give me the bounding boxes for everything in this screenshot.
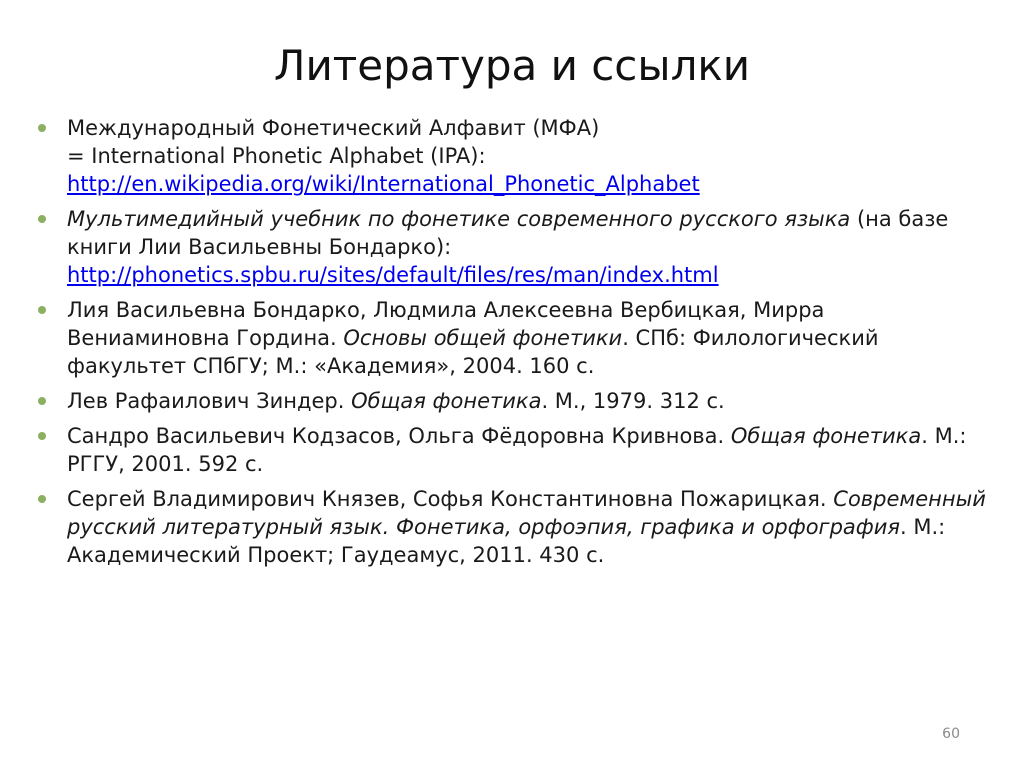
ref-text: Международный Фонетический Алфавит (МФА) [67, 116, 600, 140]
ref-title: Мультимедийный учебник по фонетике современного русского языка [67, 207, 851, 231]
bullet-icon [38, 306, 46, 314]
ref-note: (на базе книги Лии Васильевны Бондарко): [67, 207, 949, 259]
list-item [38, 485, 988, 569]
ref-imprint: . М., 1979. 312 с. [541, 389, 725, 413]
phonetics-spbu-link[interactable]: http://phonetics.spbu.ru/sites/default/files/res/man/index.html [67, 263, 719, 287]
bullet-icon [38, 495, 46, 503]
bullet-icon [38, 215, 46, 223]
list-item [38, 114, 988, 198]
page-number: 60 [942, 726, 960, 742]
ref-imprint: . М.: РГГУ, 2001. 592 с. [67, 424, 967, 476]
ref-title: Общая фонетика [730, 424, 922, 448]
ref-authors: Лия Васильевна Бондарко, Людмила Алексеевна Вербицкая, Мирра Вениаминовна Гордина. [67, 298, 825, 350]
ref-authors: Сергей Владимирович Князев, Софья Константиновна Пожарицкая. [67, 487, 834, 511]
ref-title: Современный русский литературный язык. Фонетика, орфоэпия, графика и орфография [67, 487, 986, 539]
ref-text: = International Phonetic Alphabet (IPA): [67, 144, 486, 168]
slide-title: Литература и ссылки [273, 41, 751, 90]
list-item [38, 387, 988, 415]
ref-authors: Лев Рафаилович Зиндер. [67, 389, 352, 413]
bullet-icon [38, 432, 46, 440]
reference-list [38, 114, 988, 576]
ref-imprint: . СПб: Филологический факультет СПбГУ; М.: «Академия», 2004. 160 с. [67, 326, 879, 378]
list-item [38, 296, 988, 380]
list-item [38, 205, 988, 289]
bullet-icon [38, 397, 46, 405]
ref-title: Общая фонетика [351, 389, 542, 413]
ref-imprint: . М.: Академический Проект; Гаудеамус, 2011. 430 с. [67, 515, 946, 567]
list-item [38, 422, 988, 478]
ref-title: Основы общей фонетики [343, 326, 623, 350]
ipa-wikipedia-link[interactable]: http://en.wikipedia.org/wiki/International_Phonetic_Alphabet [67, 172, 700, 196]
ref-authors: Сандро Васильевич Кодзасов, Ольга Фёдоровна Кривнова. [67, 424, 731, 448]
bullet-icon [38, 124, 46, 132]
